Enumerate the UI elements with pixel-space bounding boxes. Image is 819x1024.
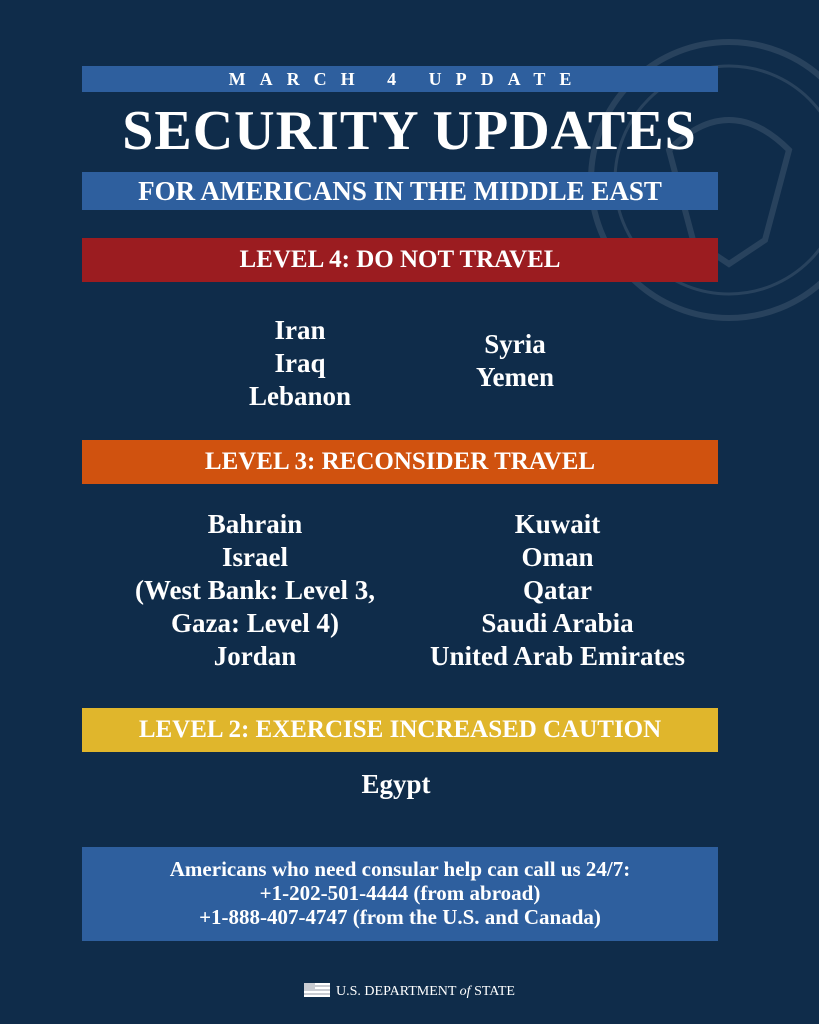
consular-help-box [82,847,718,941]
list-item: Qatar [523,575,592,605]
list-item: Jordan [213,641,297,671]
help-phone-domestic: +1-888-407-4747 (from the U.S. and Canada) [199,905,601,929]
level-2-banner: LEVEL 2: EXERCISE INCREASED CAUTION [82,708,718,752]
footer-text-before: U.S. DEPARTMENT [336,984,460,999]
list-item: Bahrain [207,509,303,539]
list-item: Iraq [274,348,326,378]
level-4-list-right [415,328,615,394]
list-item: Kuwait [514,509,601,539]
level-3-list-right [400,508,715,673]
list-item: Yemen [476,362,554,392]
list-item: Iran [274,315,326,345]
us-flag-icon [304,983,330,997]
help-text-line: Americans who need consular help can call us 24/7: [169,857,631,881]
level-4-banner: LEVEL 4: DO NOT TRAVEL [82,238,718,282]
list-item: Israel [222,542,288,572]
list-item: United Arab Emirates [430,641,685,671]
update-date-banner: MARCH 4 UPDATE [82,66,718,92]
list-item: Oman [521,542,594,572]
list-item: Egypt [361,769,431,799]
page-title: SECURITY UPDATES [122,100,697,162]
level-3-banner: LEVEL 3: RECONSIDER TRAVEL [82,440,718,484]
list-item: (West Bank: Level 3, [135,575,375,605]
list-item: Syria [484,329,546,359]
footer-text-after: STATE [470,984,515,999]
department-footer [0,981,819,1003]
level-2-list [296,768,496,801]
list-item: Saudi Arabia [481,608,634,638]
level-4-list-left [200,314,400,413]
page-subtitle: FOR AMERICANS IN THE MIDDLE EAST [82,172,718,210]
list-item: Gaza: Level 4) [171,608,339,638]
list-item: Lebanon [248,381,352,411]
footer-text-of: of [459,984,471,999]
help-phone-abroad: +1-202-501-4444 (from abroad) [259,881,541,905]
level-3-list-left [100,508,410,673]
